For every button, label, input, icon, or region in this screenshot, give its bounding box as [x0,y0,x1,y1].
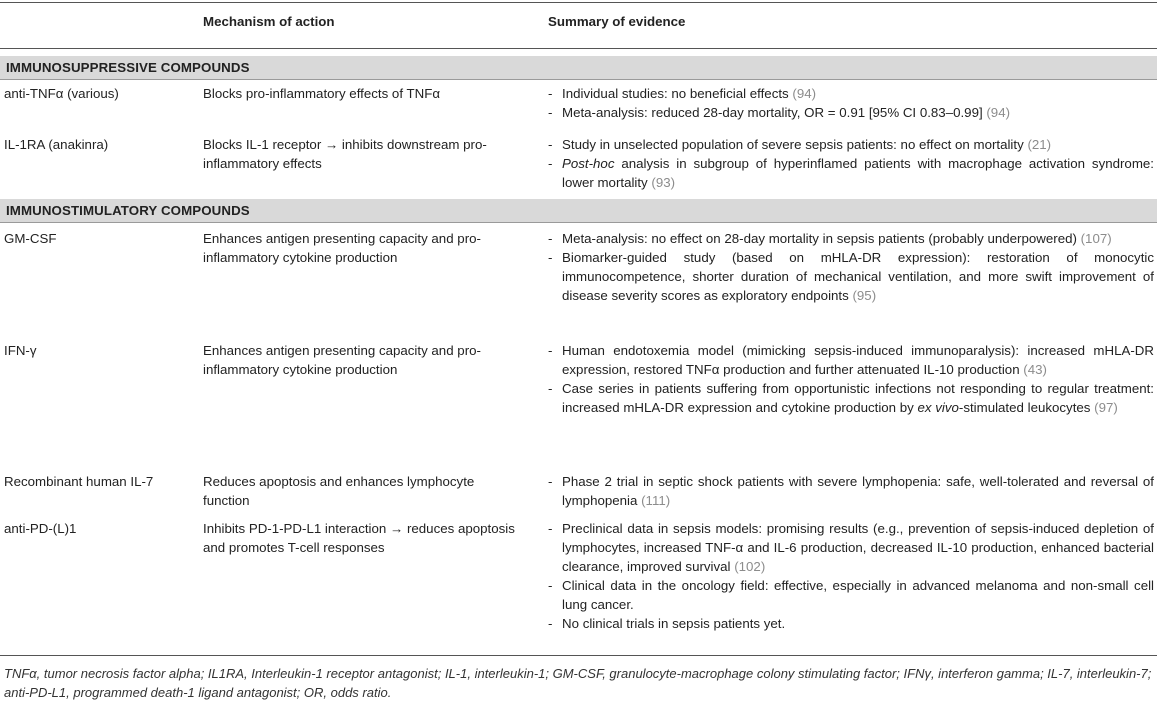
header-evidence: Summary of evidence [548,14,686,29]
evidence-text: Individual studies: no beneficial effects [562,86,789,101]
evidence-text: Human endotoxemia model (mimicking sepsis-induced immunoparalysis): increased mHLA-DR expression, restored TNFα production and further attenuated IL-10 production [562,343,1154,377]
reference-link[interactable]: (95) [852,288,877,303]
mechanism-cell: Enhances antigen presenting capacity and pro-inflammatory cytokine production [203,343,481,377]
compound-cell: IL-1RA (anakinra) [4,137,109,152]
evidence-text: Meta-analysis: reduced 28-day mortality, OR = 0.91 [95% CI 0.83–0.99] [562,105,983,120]
evidence-item [548,135,1154,154]
table-top-rule [0,2,1157,3]
evidence-italic: Post-hoc [562,156,615,171]
evidence-cell [548,229,1154,305]
reference-link[interactable]: (102) [734,559,766,574]
table-footnote: TNFα, tumor necrosis factor alpha; IL1RA, Interleukin-1 receptor antagonist; IL-1, interleukin-1; GM-CSF, granulocyte-macrophage colony stimulating factor; IFNγ, interferon gamma; IL-7, interleukin-7; anti-PD-L1, programmed death-1 ligand antagonist; OR, odds ratio. [4,666,1152,700]
evidence-item [548,84,1154,103]
table-bottom-rule [0,655,1157,656]
evidence-item [548,341,1154,379]
evidence-text: Study in unselected population of severe sepsis patients: no effect on mortality [562,137,1024,152]
evidence-item [548,229,1154,248]
evidence-item [548,576,1154,614]
compound-cell: GM-CSF [4,231,57,246]
mechanism-cell: Blocks IL-1 receptor → inhibits downstream pro-inflammatory effects [203,137,487,171]
evidence-text: -stimulated leukocytes [958,400,1091,415]
evidence-item [548,248,1154,305]
evidence-text: Preclinical data in sepsis models: promising results (e.g., prevention of sepsis-induced depletion of lymphocytes, increased TNF-α and IL-6 production, decreased IL-10 production, enhanced bacterial clearance, improved survival [562,521,1154,574]
evidence-text: Meta-analysis: no effect on 28-day mortality in sepsis patients (probably underpowered) [562,231,1077,246]
evidence-cell [548,135,1154,192]
evidence-cell [548,472,1154,510]
evidence-item [548,519,1154,576]
evidence-item [548,379,1154,417]
evidence-text: Clinical data in the oncology field: effective, especially in advanced melanoma and non-small cell lung cancer. [562,578,1154,612]
mechanism-cell: Reduces apoptosis and enhances lymphocyte function [203,474,475,508]
evidence-cell [548,341,1154,417]
evidence-item [548,614,1154,633]
reference-link[interactable]: (93) [651,175,676,190]
reference-link[interactable]: (111) [641,493,671,508]
evidence-item [548,154,1154,192]
reference-link[interactable]: (97) [1094,400,1118,415]
reference-link[interactable]: (107) [1080,231,1112,246]
evidence-text: Case series in patients suffering from opportunistic infections not responding to regular treatment: increased mHLA-DR expression and cytokine production by [562,381,1154,415]
reference-link[interactable]: (43) [1023,362,1047,377]
reference-link[interactable]: (94) [792,86,817,101]
reference-link[interactable]: (21) [1027,137,1052,152]
evidence-text: Biomarker-guided study (based on mHLA-DR expression): restoration of monocytic immunocompetence, shorter duration of mechanical ventilation, and more swift improvement of disease severity scores as exploratory endpoints [562,250,1154,303]
evidence-text: Phase 2 trial in septic shock patients with severe lymphopenia: safe, well-tolerated and reversal of lymphopenia [562,474,1154,508]
reference-link[interactable]: (94) [986,105,1011,120]
mechanism-cell: Blocks pro-inflammatory effects of TNFα [203,86,441,101]
evidence-cell [548,84,1154,122]
compound-cell: IFN-γ [4,343,37,358]
evidence-text: analysis in subgroup of hyperinflamed patients with macrophage activation syndrome: lower mortality [562,156,1154,190]
mechanism-cell: Enhances antigen presenting capacity and pro-inflammatory cytokine production [203,231,481,265]
header-mechanism: Mechanism of action [203,14,335,29]
evidence-cell [548,519,1154,633]
section-immunosuppressive: IMMUNOSUPPRESSIVE COMPOUNDS [0,56,1157,80]
section-immunostimulatory: IMMUNOSTIMULATORY COMPOUNDS [0,199,1157,223]
compound-cell: Recombinant human IL-7 [4,474,154,489]
header-bottom-rule [0,48,1157,49]
compound-cell: anti-PD-(L)1 [4,521,77,536]
mechanism-cell: Inhibits PD-1-PD-L1 interaction → reduces apoptosis and promotes T-cell responses [203,521,515,555]
evidence-text: No clinical trials in sepsis patients yet. [562,616,786,631]
evidence-item [548,472,1154,510]
evidence-italic: ex vivo [917,400,959,415]
evidence-item [548,103,1154,122]
compound-cell: anti-TNFα (various) [4,86,119,101]
